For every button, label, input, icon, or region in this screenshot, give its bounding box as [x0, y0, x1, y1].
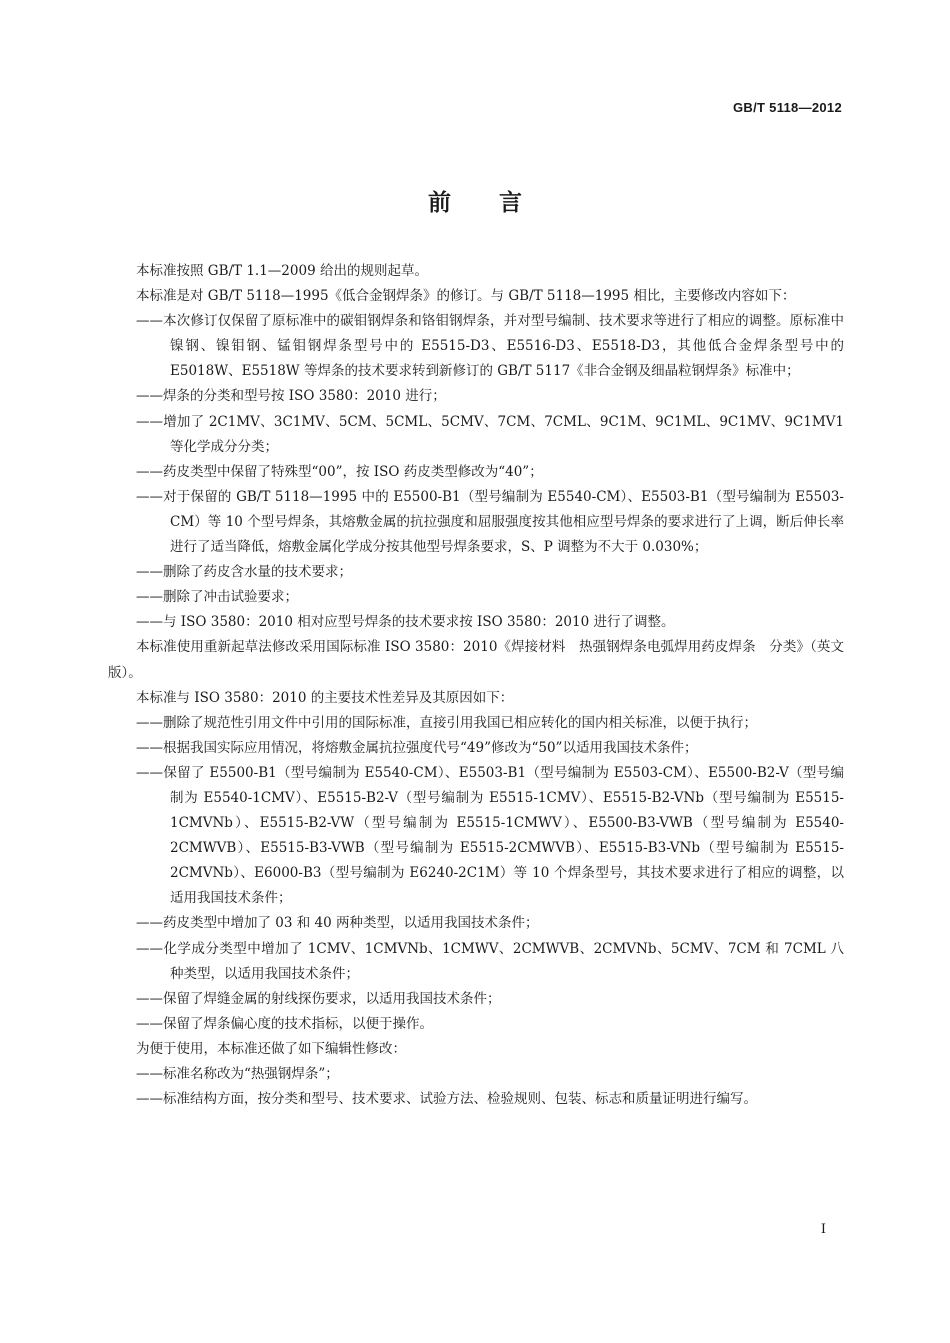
list-item: ——化学成分类型中增加了 1CMV、1CMVNb、1CMWV、2CMWVB、2CMVNb、5CMV、7CM 和 7CML 八种类型，以适用我国技术条件；: [136, 940, 844, 982]
list-item: ——根据我国实际应用情况，将熔敷金属抗拉强度代号“49”修改为“50”以适用我国技术条件；: [136, 739, 698, 756]
list-item: ——标准名称改为“热强钢焊条”；: [136, 1066, 339, 1082]
standard-code: GB/T 5118—2012: [733, 100, 842, 115]
title-char-2: 言: [499, 190, 522, 216]
list-item: ——药皮类型中保留了特殊型“00”，按 ISO 药皮类型修改为“40”；: [136, 463, 543, 480]
editorial-list: [108, 1062, 844, 1112]
list-item: ——本次修订仅保留了原标准中的碳钼钢焊条和铬钼钢焊条，并对型号编制、技术要求等进行了相应的调整。原标准中镍钢、镍钼钢、锰钼钢焊条型号中的 E5515-D3、E5516-D3、E5518-D3，其他低合金焊条型号中的 E5018W、E5518W 等焊条的技术要求转到新修订的 GB/T 5117《非合金钢及细晶粒钢焊条》标准中；: [136, 313, 844, 380]
list-item: ——对于保留的 GB/T 5118—1995 中的 E5500-B1（型号编制为 E5540-CM）、E5503-B1（型号编制为 E5503-CM）等 10 个型号焊条，其熔敷金属的抗拉强度和屈服强度按其他相应型号焊条的要求进行了上调，断后伸长率进行了适当降低，熔敷金属化学成分按其他型号焊条要求，S、P 调整为不大于 0.030%；: [136, 488, 844, 556]
list-item: ——标准结构方面，按分类和型号、技术要求、试验方法、检验规则、包装、标志和质量证明进行编写。: [136, 1091, 757, 1108]
paragraph-differences-intro: 本标准与 ISO 3580：2010 的主要技术性差异及其原因如下：: [136, 689, 514, 706]
list-item: ——增加了 2C1MV、3C1MV、5CM、5CML、5CMV、7CM、7CML、9C1M、9C1ML、9C1MV、9C1MV1 等化学成分分类；: [136, 413, 844, 455]
list-item: ——删除了规范性引用文件中引用的国际标准，直接引用我国已相应转化的国内相关标准，以便于执行；: [136, 714, 757, 731]
document-body: [108, 259, 844, 1112]
differences-list: [108, 711, 844, 1037]
list-item: ——焊条的分类和型号按 ISO 3580：2010 进行；: [136, 388, 446, 405]
list-item: ——保留了焊缝金属的射线探伤要求，以适用我国技术条件；: [136, 990, 501, 1007]
list-item: ——保留了 E5500-B1（型号编制为 E5540-CM）、E5503-B1（型号编制为 E5503-CM）、E5500-B2-V（型号编制为 E5540-1CMV）、E5515-B2-V（型号编制为 E5515-1CMV）、E5515-B2-VNb（型号编制为 E5515-1CMVNb）、E5515-B2-VW（型号编制为 E5515-1CMWV）、E5500-B3-VWB（型号编制为 E5540-2CMWVB）、E5515-B3-VWB（型号编制为 E5515-2CMWVB）、E5515-B3-VNb（型号编制为 E5515-2CMVNb）、E6000-B3（型号编制为 E6240-2C1M）等 10 个焊条型号，其技术要求进行了相应的调整，以适用我国技术条件；: [136, 764, 844, 907]
list-item: ——删除了冲击试验要求；: [136, 589, 298, 606]
list-item: ——药皮类型中增加了 03 和 40 两种类型，以适用我国技术条件；: [136, 915, 539, 932]
list-item: ——与 ISO 3580：2010 相对应型号焊条的技术要求按 ISO 3580：2010 进行了调整。: [136, 614, 675, 631]
list-item: ——保留了焊条偏心度的技术指标，以便于操作。: [136, 1015, 433, 1032]
page-number: I: [820, 1222, 826, 1237]
title-char-1: 前: [428, 190, 451, 216]
paragraph-editorial-intro: 为便于使用，本标准还做了如下编辑性修改：: [136, 1040, 406, 1057]
page-title: [0, 184, 950, 217]
paragraph-drafting-rules: 本标准按照 GB/T 1.1—2009 给出的规则起草。: [136, 263, 428, 279]
list-item: ——删除了药皮含水量的技术要求；: [136, 564, 352, 581]
paragraph-revision-intro: 本标准是对 GB/T 5118—1995《低合金钢焊条》的修订。与 GB/T 5118—1995 相比，主要修改内容如下：: [136, 288, 796, 305]
changes-list: [108, 309, 844, 635]
paragraph-iso-adoption: 本标准使用重新起草法修改采用国际标准 ISO 3580：2010《焊接材料 热强钢焊条电弧焊用药皮焊条 分类》（英文版）。: [108, 639, 844, 681]
